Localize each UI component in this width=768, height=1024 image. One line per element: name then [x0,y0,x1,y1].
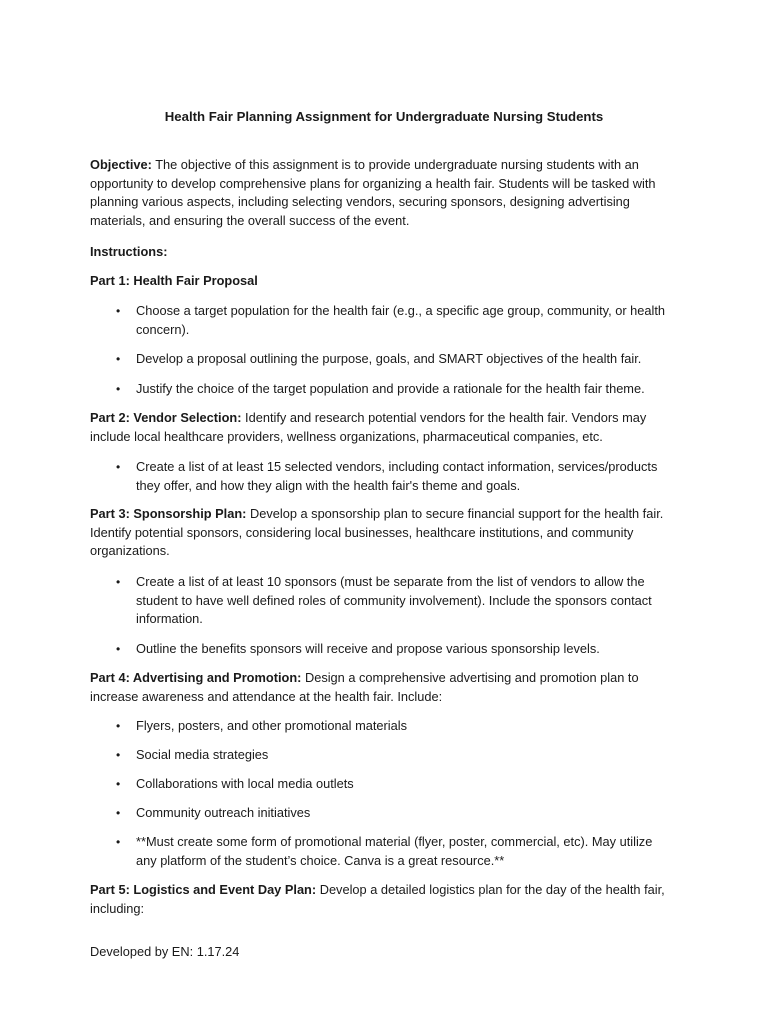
objective-text: The objective of this assignment is to provide undergraduate nursing students with an opportunity to develop comprehensive plans for organizing a health fair. Students will be tasked with planning various aspects, including selecting vendors, securing sponsors, designing advertising materials, and ensuring the overall success of the event. [90,157,656,228]
bullet-icon: • [116,806,121,820]
objective-paragraph [90,156,686,230]
part3-text: Develop a sponsorship plan to secure financial support for the health fair. Identify potential sponsors, considering local businesses, healthcare institutions, and community organizations. [90,506,664,559]
bullet-icon: • [116,777,121,791]
list-item [90,350,686,369]
list-item-text: Create a list of at least 15 selected vendors, including contact information, services/products they offer, and how they align with the health fair's theme and goals. [136,459,658,493]
list-item-text: Flyers, posters, and other promotional materials [136,718,407,733]
list-item-text: Collaborations with local media outlets [136,776,354,791]
bullet-icon: • [116,575,121,589]
part4-paragraph [90,669,686,706]
part3-paragraph [90,505,686,561]
bullet-icon: • [116,719,121,733]
bullet-icon: • [116,642,121,656]
part5-paragraph [90,881,686,918]
list-item [90,458,686,495]
list-item [90,573,686,629]
part4-label: Part 4: Advertising and Promotion: [90,670,302,685]
part5-text: Develop a detailed logistics plan for the day of the health fair, including: [90,882,665,916]
part3-label: Part 3: Sponsorship Plan: [90,506,247,521]
list-item-text: Social media strategies [136,747,269,762]
list-item [90,717,686,736]
list-item-text: Justify the choice of the target population and provide a rationale for the health fair theme. [136,381,645,396]
list-item-text: **Must create some form of promotional material (flyer, poster, commercial, etc). May utilize any platform of the student’s choice. Canva is a great resource.** [136,834,653,868]
bullet-icon: • [116,352,121,366]
list-item [90,640,686,659]
bullet-icon: • [116,835,121,849]
part1-heading: Part 1: Health Fair Proposal [90,273,258,288]
part2-paragraph [90,409,686,446]
list-item [90,746,686,765]
list-item [90,775,686,794]
list-item [90,302,686,339]
list-item [90,833,686,870]
bullet-icon: • [116,304,121,318]
part2-text: Identify and research potential vendors for the health fair. Vendors may include local healthcare providers, wellness organizations, pharmaceutical companies, etc. [90,410,647,444]
bullet-icon: • [116,382,121,396]
list-item-text: Choose a target population for the health fair (e.g., a specific age group, community, or health concern). [136,303,666,337]
document-title: Health Fair Planning Assignment for Undergraduate Nursing Students [164,109,604,124]
list-item [90,380,686,399]
part5-label: Part 5: Logistics and Event Day Plan: [90,882,317,897]
footer-text: Developed by EN: 1.17.24 [90,944,240,959]
objective-label: Objective: [90,157,152,172]
list-item [90,804,686,823]
document-page [90,0,690,1024]
bullet-icon: • [116,748,121,762]
part2-label: Part 2: Vendor Selection: [90,410,242,425]
instructions-label: Instructions: [90,244,168,259]
part4-text: Design a comprehensive advertising and promotion plan to increase awareness and attendance at the health fair. Include: [90,670,639,704]
list-item-text: Develop a proposal outlining the purpose, goals, and SMART objectives of the health fair. [136,351,642,366]
list-item-text: Community outreach initiatives [136,805,311,820]
list-item-text: Outline the benefits sponsors will receive and propose various sponsorship levels. [136,641,600,656]
list-item-text: Create a list of at least 10 sponsors (must be separate from the list of vendors to allow the student to have well defined roles of community involvement). Include the sponsors contact information. [136,574,652,627]
bullet-icon: • [116,460,121,474]
